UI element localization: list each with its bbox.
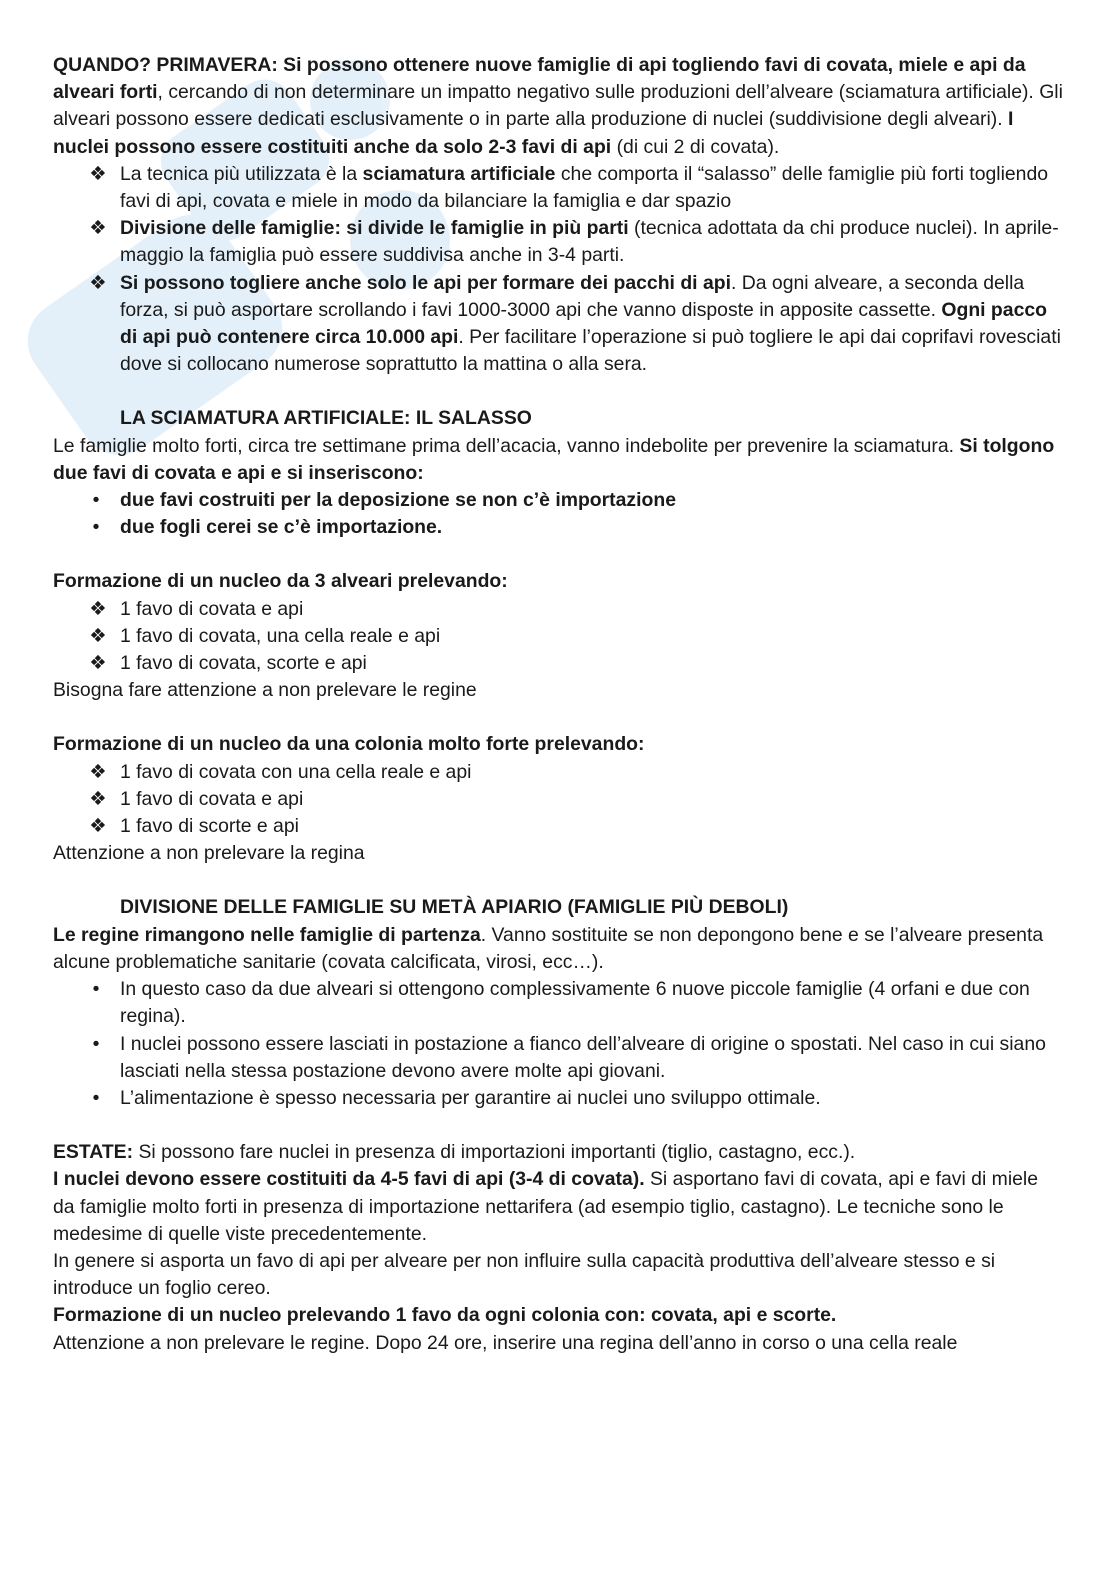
- primavera-text-1: , cercando di non determinare un impatto negativo sulle produzioni dell’alveare (sciamatura artificiale). Gli alveari possono essere dedicati esclusivamente o in parte alla produzione di nuclei (suddivisione degli alveari).: [53, 81, 1063, 131]
- item-text: 1 favo di covata e api: [120, 787, 304, 810]
- diamond-bullet-icon: ❖: [89, 624, 107, 647]
- salasso-heading: LA SCIAMATURA ARTIFICIALE: IL SALASSO: [120, 407, 532, 430]
- list-item: [53, 514, 1063, 541]
- list-item: [53, 161, 1063, 215]
- primavera-list: [53, 161, 1063, 379]
- diamond-bullet-icon: ❖: [89, 652, 107, 675]
- primavera-bold-2: I nuclei possono essere costituiti anche da solo 2-3 favi di api: [53, 108, 1014, 158]
- item-text: . Per facilitare l’operazione si può togliere le api dai coprifavi rovesciati dove si collocano numerose soprattutto la mattina o alla sera.: [120, 326, 1061, 376]
- bullet-icon: •: [92, 516, 100, 539]
- list-item: [53, 976, 1063, 1030]
- salasso-text: Le famiglie molto forti, circa tre settimane prima dell’acacia, vanno indebolite per prevenire la sciamatura.: [53, 434, 960, 457]
- nucleo-forte-heading-text: Formazione di un nucleo da una colonia molto forte prelevando:: [53, 733, 645, 756]
- salasso-paragraph: [53, 433, 1063, 487]
- list-item: [53, 759, 1063, 786]
- primavera-paragraph: [53, 52, 1063, 161]
- estate-bold-2: I nuclei devono essere costituiti da 4-5 favi di api (3-4 di covata).: [53, 1168, 645, 1191]
- item-text: che comporta il “salasso” delle famiglie più forti togliendo favi di api, covata e miele in modo da bilanciare la famiglia e dar spazio: [120, 162, 1049, 213]
- estate-text-2: Si asportano favi di covata, api e favi di miele da famiglie molto forti in presenza di importazione nettarifera (ad esempio tiglio, castagno). Le tecniche sono le medesime di quelle viste precedentemente.: [53, 1168, 1039, 1245]
- item-bold: sciamatura artificiale: [362, 162, 556, 185]
- item-bold: Ogni pacco di api può contenere circa 10.000 api: [120, 298, 1047, 349]
- item-bold: Divisione delle famiglie: si divide le famiglie in più parti: [120, 217, 629, 240]
- primavera-bold-1: QUANDO? PRIMAVERA: Si possono ottenere nuove famiglie di api togliendo favi di covata, miele e api da alveari forti: [53, 54, 1026, 104]
- list-item: [53, 623, 1063, 650]
- bullet-icon: •: [92, 978, 100, 1001]
- estate-note: Attenzione a non prelevare le regine. Dopo 24 ore, inserire una regina dell’anno in corso o una cella reale: [53, 1331, 958, 1354]
- diamond-bullet-icon: ❖: [89, 760, 107, 783]
- divisione-text: . Vanno sostituite se non depongono bene e se l’alveare presenta alcune problematiche sanitarie (covata calcificata, virosi, ecc…).: [53, 923, 1044, 973]
- item-text: 1 favo di scorte e api: [120, 815, 299, 838]
- item-text: In questo caso da due alveari si ottengono complessivamente 6 nuove piccole famiglie (4 orfani e due con regina).: [120, 978, 1030, 1028]
- divisione-paragraph: [53, 922, 1063, 976]
- nucleo3-heading: [53, 568, 1063, 595]
- item-text: 1 favo di covata con una cella reale e api: [120, 760, 472, 783]
- bullet-icon: •: [92, 1032, 100, 1055]
- item-bold: Si possono togliere anche solo le api per formare dei pacchi di api: [120, 271, 731, 294]
- nucleo-forte-note: Attenzione a non prelevare la regina: [53, 842, 365, 865]
- bullet-icon: •: [92, 489, 100, 512]
- primavera-text-2: (di cui 2 di covata).: [611, 135, 780, 158]
- nucleo3-heading-text: Formazione di un nucleo da 3 alveari prelevando:: [53, 570, 508, 593]
- estate-bold-1: ESTATE:: [53, 1141, 134, 1164]
- list-item: [53, 813, 1063, 840]
- item-text: 1 favo di covata, scorte e api: [120, 652, 367, 675]
- diamond-bullet-icon: ❖: [89, 815, 107, 838]
- document-page: [53, 52, 1063, 1357]
- estate-paragraph-2: [53, 1166, 1063, 1248]
- item-bold: due favi costruiti per la deposizione se non c’è importazione: [120, 489, 676, 512]
- item-text: 1 favo di covata e api: [120, 597, 304, 620]
- nucleo3-list: [53, 596, 1063, 678]
- item-text: (tecnica adottata da chi produce nuclei). In aprile-maggio la famiglia può essere suddivisa anche in 3-4 parti.: [120, 217, 1059, 267]
- item-text: L’alimentazione è spesso necessaria per garantire ai nuclei uno sviluppo ottimale.: [120, 1086, 821, 1109]
- salasso-list: [53, 487, 1063, 541]
- list-item: [53, 596, 1063, 623]
- list-item: [53, 487, 1063, 514]
- estate-bold-3: Formazione di un nucleo prelevando 1 favo da ogni colonia con: covata, api e scorte.: [53, 1304, 837, 1327]
- diamond-bullet-icon: ❖: [89, 217, 107, 240]
- diamond-bullet-icon: ❖: [89, 597, 107, 620]
- bullet-icon: •: [92, 1086, 100, 1109]
- item-bold: due fogli cerei se c’è importazione.: [120, 516, 443, 539]
- diamond-bullet-icon: ❖: [89, 162, 107, 185]
- list-item: [53, 650, 1063, 677]
- estate-paragraph-3: In genere si asporta un favo di api per alveare per non influire sulla capacità produttiva dell’alveare stesso e si introduce un foglio cereo.: [53, 1249, 996, 1300]
- nucleo-forte-heading: [53, 731, 1063, 758]
- item-text: I nuclei possono essere lasciati in postazione a fianco dell’alveare di origine o spostati. Nel caso in cui siano lasciati nella stessa postazione devono avere molte api giovani.: [120, 1032, 1046, 1082]
- list-item: [53, 1031, 1063, 1085]
- list-item: [53, 1085, 1063, 1112]
- salasso-bold: Si tolgono due favi di covata e api e si inseriscono:: [53, 434, 1055, 484]
- divisione-list: [53, 976, 1063, 1112]
- estate-text-1: Si possono fare nuclei in presenza di importazioni importanti (tiglio, castagno, ecc.).: [133, 1141, 856, 1164]
- diamond-bullet-icon: ❖: [89, 271, 107, 294]
- estate-paragraph-1: [53, 1139, 1063, 1166]
- list-item: [53, 215, 1063, 269]
- divisione-bold: Le regine rimangono nelle famiglie di partenza: [53, 923, 481, 946]
- list-item: [53, 786, 1063, 813]
- item-text: 1 favo di covata, una cella reale e api: [120, 624, 441, 647]
- estate-heading: [53, 1302, 1063, 1329]
- item-text: La tecnica più utilizzata è la: [120, 162, 363, 185]
- nucleo-forte-list: [53, 759, 1063, 841]
- nucleo3-note: Bisogna fare attenzione a non prelevare le regine: [53, 679, 477, 702]
- divisione-heading: DIVISIONE DELLE FAMIGLIE SU METÀ APIARIO (FAMIGLIE PIÙ DEBOLI): [120, 896, 789, 919]
- list-item: [53, 270, 1063, 379]
- item-text: . Da ogni alveare, a seconda della forza, si può asportare scrollando i favi 1000-3000 api che vanno disposte in apposite cassette.: [120, 271, 1025, 321]
- diamond-bullet-icon: ❖: [89, 787, 107, 810]
